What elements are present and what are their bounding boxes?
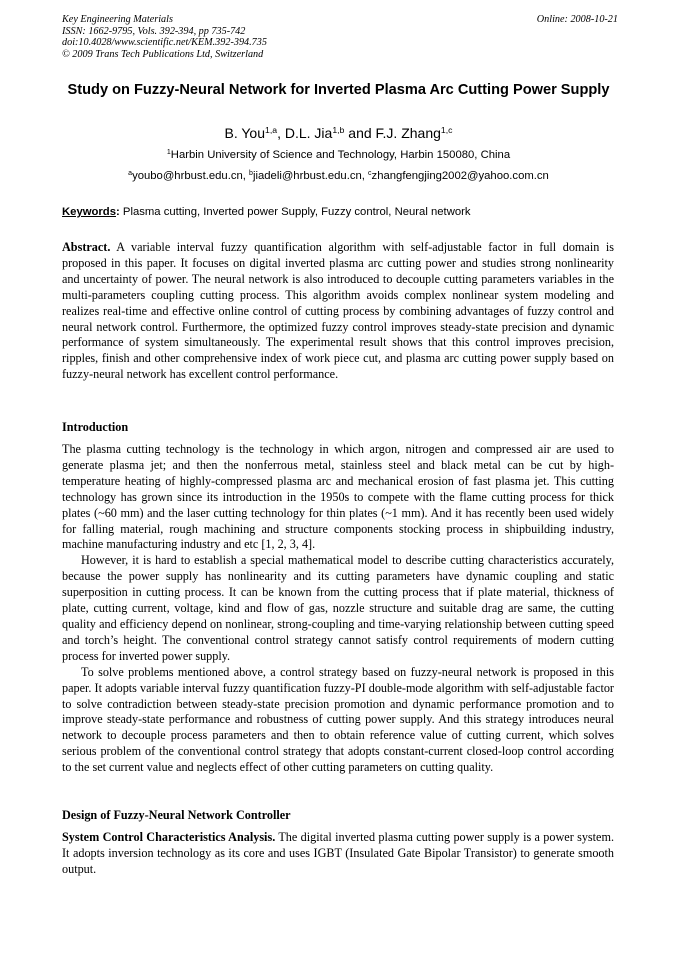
email-mark: a	[128, 170, 133, 178]
author-name: B. You	[224, 125, 266, 141]
author-name: F.J. Zhang	[375, 125, 441, 141]
subsection-text: The digital inverted plasma cutting power supply is a power system. It adopts inversion technology as its core and uses IGBT (Insulated Gate Bipolar Transistor) to generate smooth output.	[62, 830, 614, 876]
affiliation	[62, 148, 615, 163]
paragraph: The plasma cutting technology is the technology in which argon, nitrogen and compressed air are used to generate plasma jet; and then the nonferrous metal, stainless steel and black metal can be cut by high-temperature heating of highly-compressed plasma arc and mechanical erosion of fast plasma jet. This cutting technology has grown since its introduction in the 1950s to compete with the flame cutting process for thick plates (~60 mm) and the laser cutting technology for thin plates (~1 mm). And it has recently been used widely for falling material, rough machining and structure components stocking process in shipbuilding industry, machine manufacturing industry and etc [1, 2, 3, 4].	[62, 442, 614, 552]
journal-copyright: © 2009 Trans Tech Publications Ltd, Switzerland	[62, 48, 264, 60]
author-affiliation-mark: 1,b	[332, 125, 345, 136]
author-affiliation-mark: 1,c	[440, 125, 453, 136]
author-name: D.L. Jia	[284, 125, 333, 141]
paragraph: However, it is hard to establish a special mathematical model to describe cutting characteristics accurately, because the power supply has nonlinearity and its cutting parameters have dynamic coupling and static superposition in cutting process. It can be known from the cutting process that if plate material, thickness of plate, cutting current, voltage, kind and flow of gas, nozzle structure and suitable drag are same, the cutting quality and efficiency depend on nonlinear, strong-coupling and time-varying relationship between cutting speed and torch’s height. The conventional control strategy cannot satisfy control requirements of modern cutting process for inverted power supply.	[62, 553, 614, 663]
affiliation-text: Harbin University of Science and Technology, Harbin 150080, China	[170, 149, 511, 161]
author-affiliation-mark: 1,a	[265, 125, 278, 136]
keywords-colon: :	[116, 206, 120, 218]
journal-name: Key Engineering Materials	[62, 14, 173, 25]
author-separator: ,	[277, 125, 285, 141]
keywords-text: Plasma cutting, Inverted power Supply, Fuzzy control, Neural network	[119, 206, 471, 218]
journal-issn: ISSN: 1662-9795, Vols. 392-394, pp 735-742	[62, 25, 246, 37]
journal-doi: doi:10.4028/www.scientific.net/KEM.392-394.735	[62, 37, 267, 48]
design-body	[62, 830, 614, 878]
abstract	[62, 240, 614, 383]
paper-title: Study on Fuzzy-Neural Network for Inverted Plasma Arc Cutting Power Supply	[67, 82, 610, 98]
author-list	[62, 124, 615, 142]
abstract-label: Abstract.	[62, 240, 111, 254]
email-address: jiadeli@hrbust.edu.cn,	[252, 170, 369, 182]
keywords-label: Keywords	[62, 206, 116, 218]
journal-header	[62, 14, 618, 60]
email-mark: c	[368, 170, 372, 178]
paragraph: To solve problems mentioned above, a control strategy based on fuzzy-neural network is proposed in this paper. It adopts variable interval fuzzy quantification fuzzy-PI double-mode algorithm with self-adjustable factor to solve contradiction between steady-state precision promotion and dynamic performance promotion and to improve steady-state performance and robustness of cutting power supply. And this strategy introduces neural network to decouple process parameters and then to obtain reference value of cutting current, which solves serious problem of the conventional control strategy that adopts constant-current closed-loop control according to the set current value and neglects effect of other cutting parameters on cutting quality.	[62, 664, 614, 775]
author-separator: and	[344, 125, 376, 141]
keywords	[62, 205, 618, 220]
subsection-label: System Control Characteristics Analysis.	[62, 830, 276, 844]
design-heading: Design of Fuzzy-Neural Network Controller	[62, 808, 291, 822]
introduction-body	[62, 442, 614, 776]
introduction-heading: Introduction	[62, 420, 129, 434]
email-list	[62, 169, 615, 184]
affiliation-mark: 1	[166, 149, 171, 157]
email-address: zhangfengjing2002@yahoo.com.cn	[371, 170, 549, 182]
online-date: Online: 2008-10-21	[536, 14, 618, 25]
email-address: youbo@hrbust.edu.cn,	[132, 170, 250, 182]
abstract-text: A variable interval fuzzy quantification algorithm with self-adjustable factor in full domain is proposed in this paper. It focuses on digital inverted plasma arc cutting power and studies strong nonlinearity and uncertainty of power. The neural network is also introduced to decouple cutting parameters variables in the multi-parameters coupling cutting process. This algorithm avoids complex nonlinear system modeling and realizes real-time and effective online control of cutting process by combining advantages of fuzzy control and neural network control. Furthermore, the optimized fuzzy control improves steady-state precision and dynamic performance of system simultaneously. The experimental result shows that this control improves precision, ripples, finish and other comprehensive index of work piece cut, and plasma arc cutting power supply based on fuzzy-neural network has excellent control performance.	[62, 240, 614, 382]
email-mark: b	[249, 170, 253, 178]
